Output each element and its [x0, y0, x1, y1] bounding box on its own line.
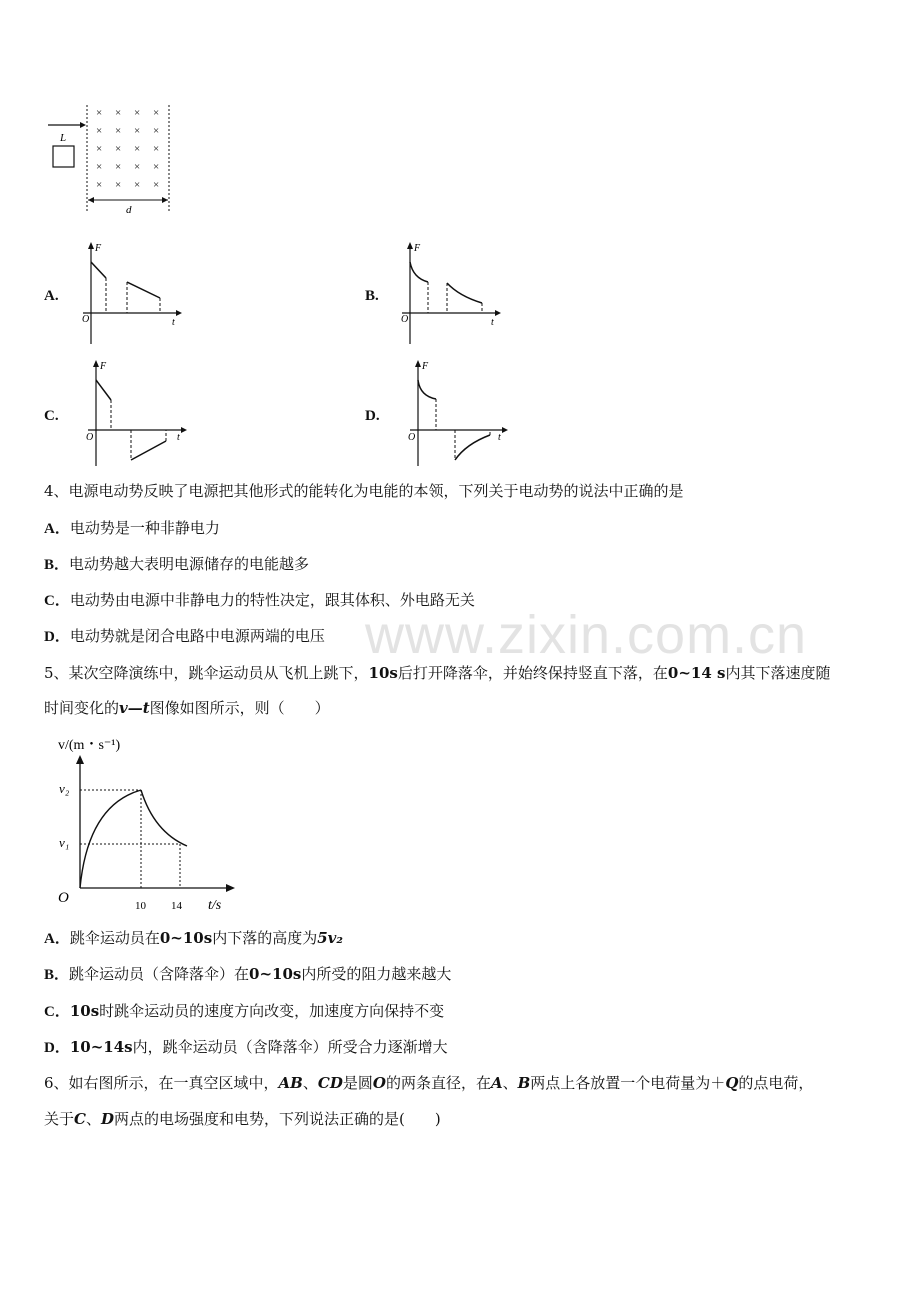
q5-stem-line2: 时间变化的v—t图像如图所示，则（ ）	[44, 699, 330, 717]
vt-graph	[52, 730, 252, 915]
option-a-label: A.	[44, 288, 59, 304]
field-cross: ×	[96, 143, 103, 155]
q4-option-b: B．电动势越大表明电源储存的电能越多	[44, 555, 310, 573]
q5-option-a: A．跳伞运动员在0~10s内下落的高度为5v₂	[44, 929, 343, 947]
option-d-label: D.	[365, 408, 380, 424]
q4-option-c: C．电动势由电源中非静电力的特性决定，跟其体积、外电路无关	[44, 591, 475, 609]
field-cross: ×	[96, 125, 103, 137]
q4-option-d: D．电动势就是闭合电路中电源两端的电压	[44, 627, 325, 645]
watermark: www.zixin.com.cn	[365, 605, 808, 665]
field-cross: ×	[134, 125, 141, 137]
svg-text:t: t	[177, 432, 180, 443]
field-cross: ×	[134, 143, 141, 155]
svg-text:t: t	[498, 432, 501, 443]
svg-text:O: O	[86, 432, 94, 443]
vt-xlabel: t/s	[208, 898, 222, 913]
svg-text:F: F	[95, 243, 102, 254]
svg-text:F: F	[422, 361, 429, 372]
q5-option-b: B．跳伞运动员（含降落伞）在0~10s内所受的阻力越来越大	[44, 965, 452, 983]
q5-stem-line1: 5、某次空降演练中，跳伞运动员从飞机上跳下，10s后打开降落伞，并始终保持竖直下落，在0~14 s内其下落速度随	[44, 664, 831, 682]
option-c-label: C.	[44, 408, 59, 424]
field-cross: ×	[134, 107, 141, 119]
svg-text:F: F	[100, 361, 107, 372]
vt-curve-rise	[80, 790, 141, 888]
graph-b	[397, 240, 507, 350]
field-cross: ×	[134, 161, 141, 173]
field-cross: ×	[153, 179, 160, 191]
svg-text:O: O	[82, 314, 90, 325]
vt-tick-14: 14	[171, 900, 182, 912]
field-cross: ×	[96, 179, 103, 191]
label-d: d	[126, 204, 132, 216]
field-cross: ×	[153, 107, 160, 119]
option-b-label: B.	[365, 288, 379, 304]
graph-c	[78, 358, 193, 470]
field-cross: ×	[115, 125, 122, 137]
svg-text:O: O	[408, 432, 416, 443]
q4-option-a: A．电动势是一种非静电力	[44, 519, 220, 537]
q6-stem-line2: 关于C、D两点的电场强度和电势，下列说法正确的是( )	[44, 1110, 441, 1128]
svg-text:t: t	[172, 317, 175, 328]
q5-option-c: C．10s时跳伞运动员的速度方向改变，加速度方向保持不变	[44, 1002, 445, 1020]
square-loop	[53, 146, 74, 167]
vt-origin: O	[58, 890, 69, 906]
q6-stem-line1: 6、如右图所示，在一真空区域中，AB、CD是圆O的两条直径，在A、B两点上各放置一个电荷量为＋Q的点电荷，	[44, 1074, 814, 1092]
field-cross: ×	[115, 107, 122, 119]
field-cross: ×	[96, 107, 103, 119]
vt-v1: v₁	[59, 835, 70, 850]
vt-curve-fall	[141, 790, 187, 846]
q4-stem: 4、电源电动势反映了电源把其他形式的能转化为电能的本领，下列关于电动势的说法中正确的是	[44, 482, 684, 500]
field-cross: ×	[153, 161, 160, 173]
vt-ylabel: v/(m・s⁻¹)	[58, 738, 121, 753]
field-cross: ×	[96, 161, 103, 173]
field-cross: ×	[153, 143, 160, 155]
label-L: L	[60, 132, 67, 144]
svg-text:F: F	[414, 243, 421, 254]
vt-tick-10: 10	[135, 900, 146, 912]
field-figure	[40, 100, 180, 220]
graph-a	[78, 240, 188, 350]
field-cross: ×	[115, 143, 122, 155]
graph-d	[398, 358, 513, 470]
field-crosses	[96, 107, 159, 191]
q5-option-d: D．10~14s内，跳伞运动员（含降落伞）所受合力逐渐增大	[44, 1038, 448, 1056]
field-cross: ×	[115, 179, 122, 191]
vt-v2: v₂	[59, 781, 70, 796]
field-cross: ×	[134, 179, 141, 191]
field-cross: ×	[115, 161, 122, 173]
field-cross: ×	[153, 125, 160, 137]
svg-text:O: O	[401, 314, 409, 325]
svg-text:t: t	[491, 317, 494, 328]
